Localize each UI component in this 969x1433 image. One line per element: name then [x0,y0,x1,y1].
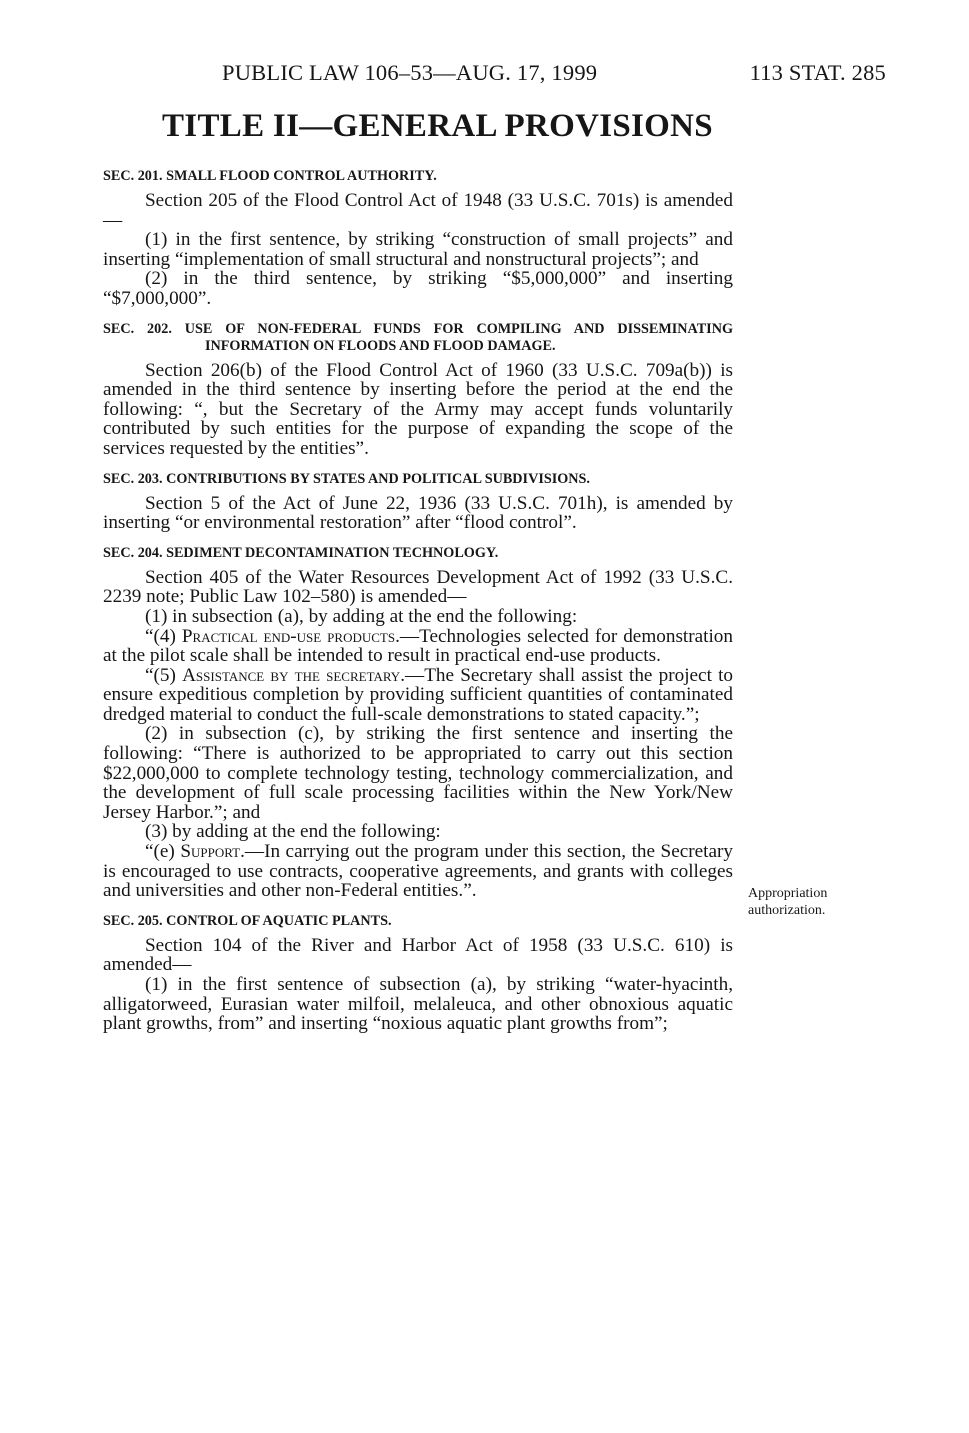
title-heading: TITLE II—GENERAL PROVISIONS [162,108,713,144]
sec-204-intro: Section 405 of the Water Resources Development Act of 1992 (33 U.S.C. 2239 note; Public Law 102–580) is amended— [103,566,733,608]
sec-204-item-1: (1) in subsection (a), by adding at the end the following: [145,605,578,627]
sec-201-intro: Section 205 of the Flood Control Act of 1948 (33 U.S.C. 701s) is amended— [103,190,733,231]
sec-204-subsec-e: “(e) Support.—In carrying out the program under this section, the Secretary is encouraged to use contracts, cooperative agreements, and grants with colleges and universities and other non-Federal entities.”. [103,841,733,902]
sec-204-para-4: “(4) Practical end-use products.—Technologies selected for demonstration at the pilot scale shall be intended to result in practical end-use products. [103,625,733,667]
subsec-e-heading: Support [180,841,241,863]
sec-205-intro: Section 104 of the River and Harbor Act of 1958 (33 U.S.C. 610) is amended— [103,934,733,976]
sec-205-heading: SEC. 205. CONTROL OF AQUATIC PLANTS. [103,912,392,929]
sec-203-heading: SEC. 203. CONTRIBUTIONS BY STATES AND POLITICAL SUBDIVISIONS. [103,470,590,487]
sec-201-heading: SEC. 201. SMALL FLOOD CONTROL AUTHORITY. [103,168,437,184]
sec-204-heading: SEC. 204. SEDIMENT DECONTAMINATION TECHNOLOGY. [103,544,499,561]
sec-201-item-1: (1) in the first sentence, by striking “construction of small projects” and inserting “implementation of small structural and nonstructural projects”; and [103,229,733,270]
stat-page-ref: 113 STAT. 285 [749,60,886,85]
para-4-heading: Practical end-use products [181,625,396,647]
sec-202-text: Section 206(b) of the Flood Control Act of 1960 (33 U.S.C. 709a(b)) is amended in the third sentence by inserting before the period at the end the following: “, but the Secretary of the Army may accept funds voluntarily contributed by such entities for the purpose of expanding the scope of the services requested by the entities”. [103,359,733,459]
sec-201-item-2: (2) in the third sentence, by striking “$5,000,000” and inserting “$7,000,000”. [103,268,733,309]
law-date-header: PUBLIC LAW 106–53—AUG. 17, 1999 [222,60,598,85]
sec-202-heading: SEC. 202. USE OF NON-FEDERAL FUNDS FOR COMPILING AND DISSEMINATING INFORMATION ON FLOODS AND FLOOD DAMAGE. [103,320,733,354]
para-5-heading: Assistance by the secretary [182,664,401,686]
sec-203-text: Section 5 of the Act of June 22, 1936 (33 U.S.C. 701h), is amended by inserting “or environmental restoration” after “flood control”. [103,492,733,534]
sec-204-para-5: “(5) Assistance by the secretary.—The Secretary shall assist the project to ensure expeditious completion by providing sufficient quantities of contaminated dredged material to conduct the full-scale demonstrations to stated capacity.”; [103,664,734,725]
sec-204-item-3: (3) by adding at the end the following: [145,821,441,843]
body-text [103,168,733,1034]
margin-note-appropriation: Appropriation authorization. [748,886,828,918]
sec-205-item-1: (1) in the first sentence of subsection (a), by striking “water-hyacinth, alligatorweed, Eurasian water milfoil, melaleuca, and other obnoxious aquatic plant growths, from” and inserting “noxious aquatic plant growths from”; [103,974,733,1035]
sec-204-item-2: (2) in subsection (c), by striking the first sentence and inserting the following: “There is authorized to be appropriated to carry out this section $22,000,000 to complete technology testing, technology commercialization, and the development of full scale processing facilities within the New York/New Jersey Harbor.”; and [103,723,733,823]
